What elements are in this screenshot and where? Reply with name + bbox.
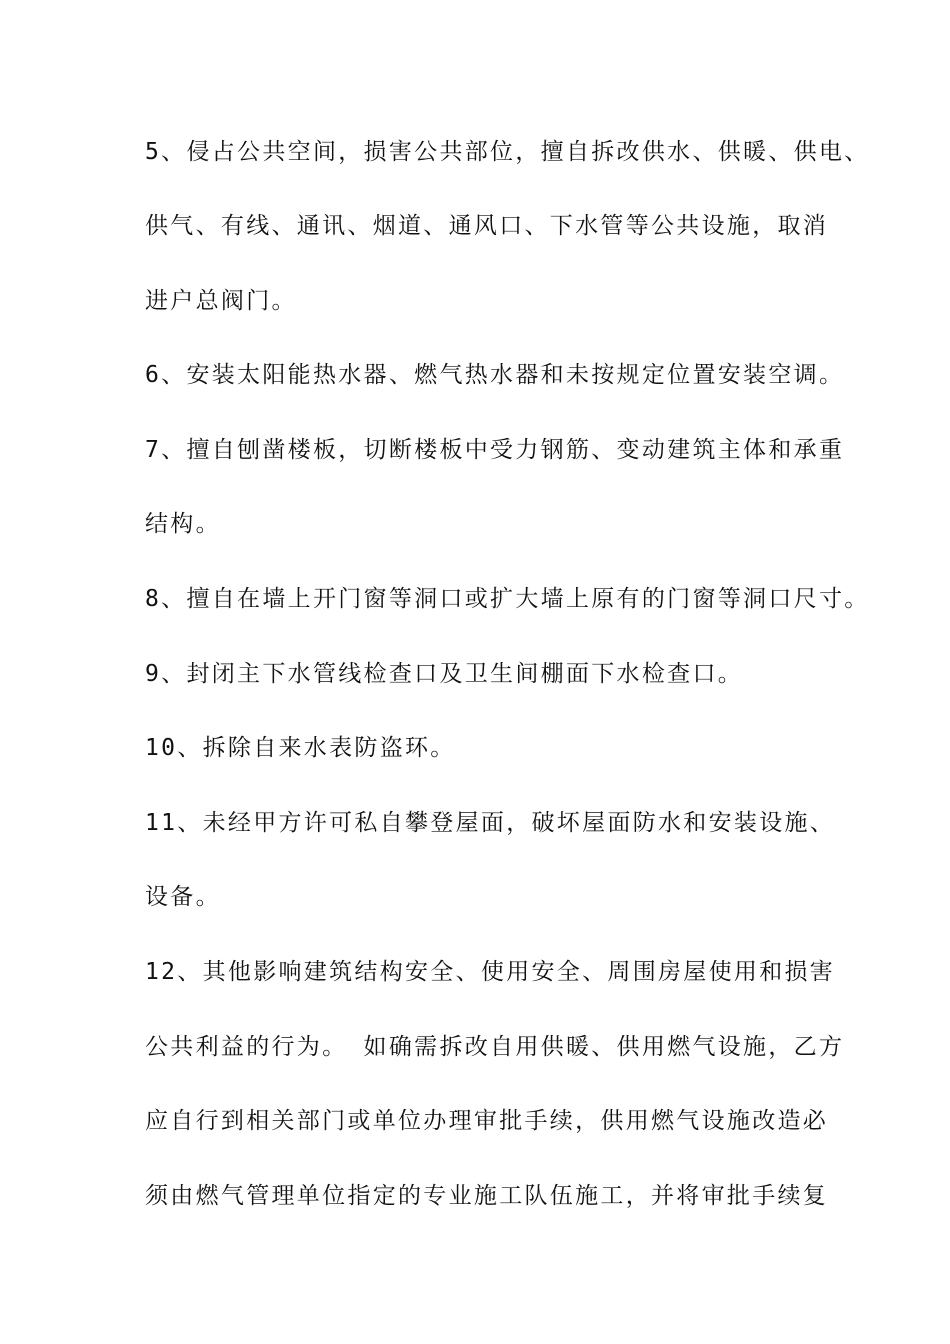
text-line: 设备。 bbox=[145, 884, 221, 910]
text-line: 12、其他影响建筑结构安全、使用安全、周围房屋使用和损害 bbox=[145, 959, 836, 985]
text-line: 10、拆除自来水表防盗环。 bbox=[145, 735, 456, 761]
text-line: 5、侵占公共空间，损害公共部位，擅自拆改供水、供暖、供电、 bbox=[145, 139, 870, 165]
text-line: 进户总阀门。 bbox=[145, 288, 297, 314]
text-line: 结构。 bbox=[145, 511, 221, 537]
text-line: 6、安装太阳能热水器、燃气热水器和未按规定位置安装空调。 bbox=[145, 362, 845, 388]
text-line: 11、未经甲方许可私自攀登屋面，破坏屋面防水和安装设施、 bbox=[145, 810, 836, 836]
text-line: 应自行到相关部门或单位办理审批手续，供用燃气设施改造必 bbox=[145, 1108, 829, 1134]
text-line: 公共利益的行为。 如确需拆改自用供暖、供用燃气设施，乙方 bbox=[145, 1034, 845, 1060]
text-line: 须由燃气管理单位指定的专业施工队伍施工，并将审批手续复 bbox=[145, 1183, 829, 1209]
text-line: 7、擅自刨凿楼板，切断楼板中受力钢筋、变动建筑主体和承重 bbox=[145, 437, 845, 463]
text-line: 8、擅自在墙上开门窗等洞口或扩大墙上原有的门窗等洞口尺寸。 bbox=[145, 586, 870, 612]
text-line: 供气、有线、通讯、烟道、通风口、下水管等公共设施，取消 bbox=[145, 213, 829, 239]
text-line: 9、封闭主下水管线检查口及卫生间棚面下水检查口。 bbox=[145, 661, 744, 687]
